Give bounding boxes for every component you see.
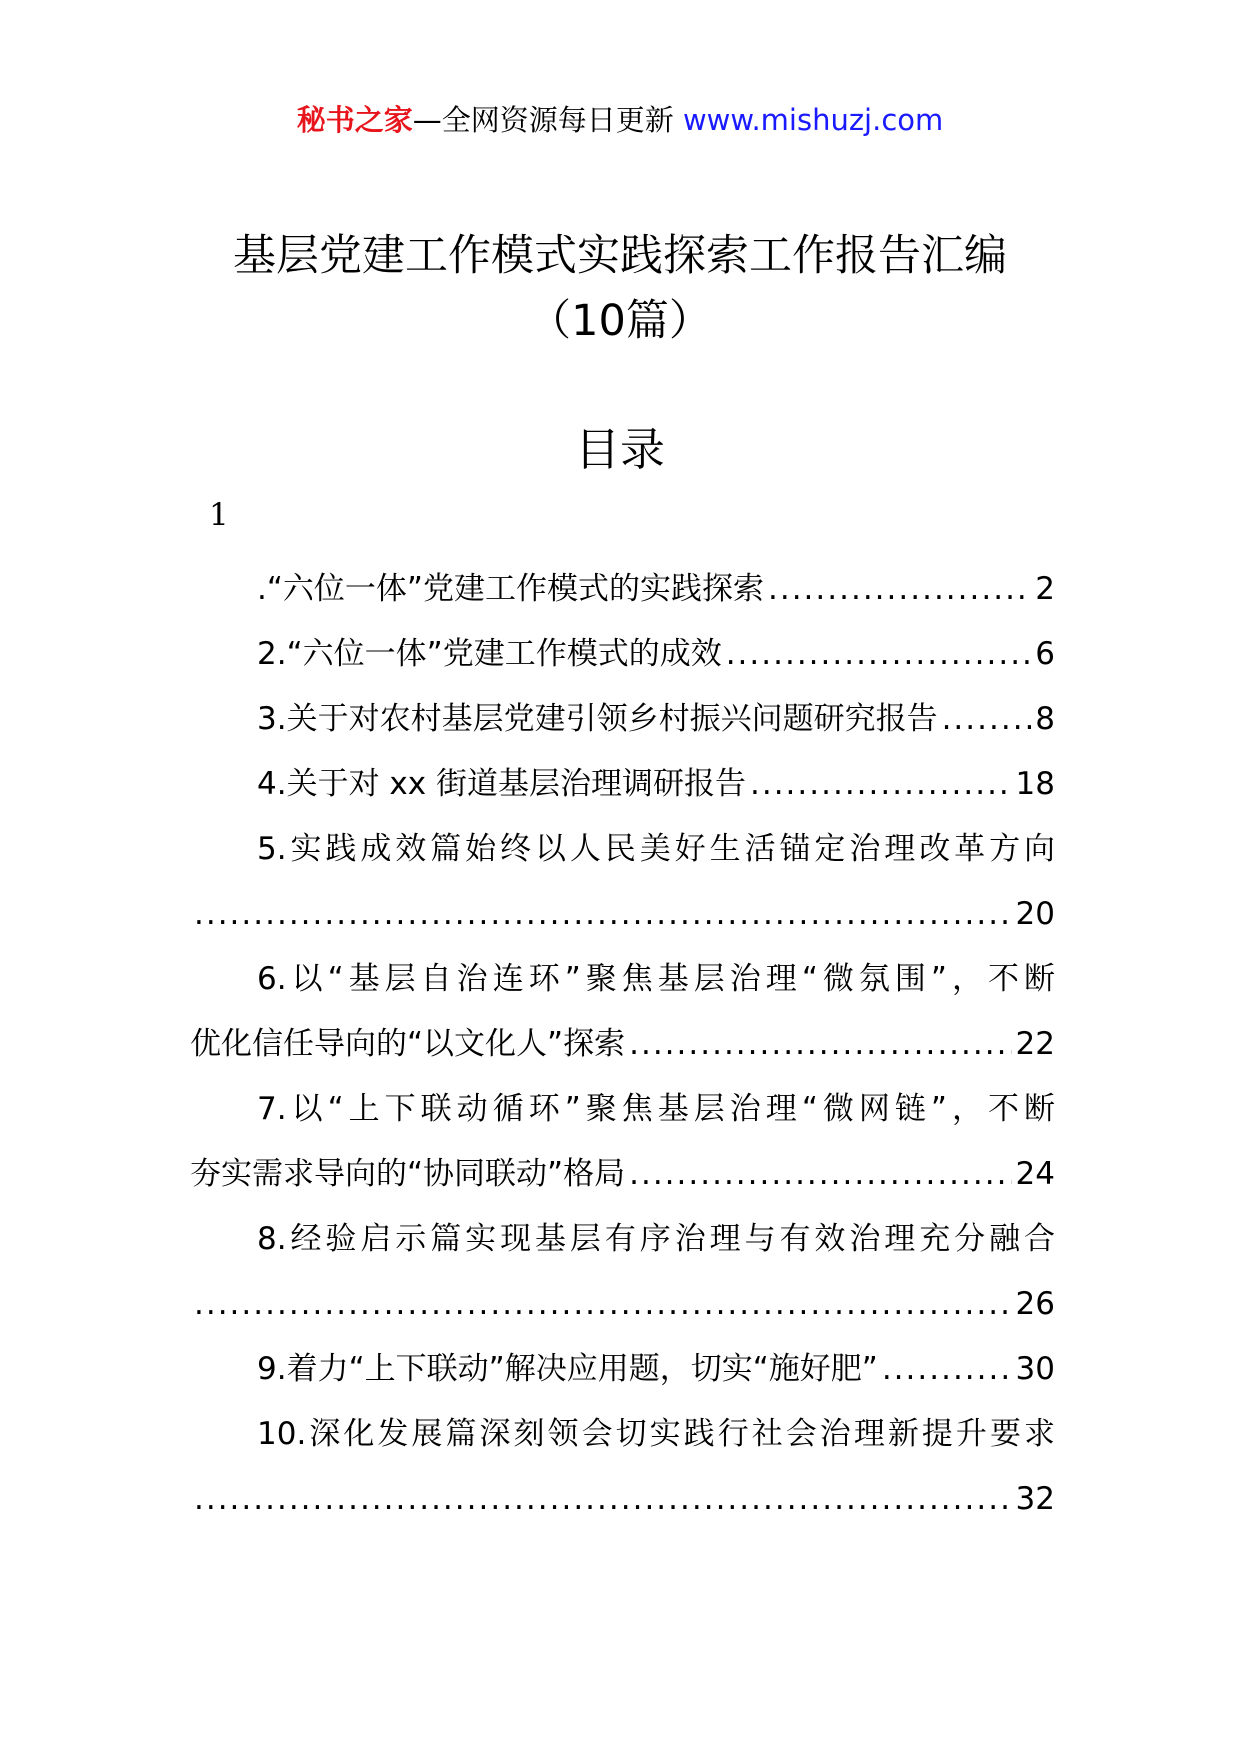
toc-entry-title: 5.实践成效篇始终以人民美好生活锚定治理改革方向	[257, 831, 1055, 867]
toc-heading: 目录	[574, 423, 665, 476]
banner-brand: 秘书之家	[296, 103, 413, 137]
toc-entry[interactable]	[190, 1402, 1055, 1467]
toc-entry-continuation[interactable]	[190, 1467, 1055, 1532]
site-banner	[0, 100, 1240, 140]
dot-leader	[750, 752, 1012, 817]
dot-leader	[629, 1142, 1011, 1207]
dot-leader	[882, 1337, 1012, 1402]
toc-entry[interactable]	[190, 687, 1055, 752]
toc-entry-continuation[interactable]	[190, 1142, 1055, 1207]
document-subtitle: （10篇）	[528, 296, 712, 346]
toc-entry-page: 26	[1015, 1286, 1055, 1322]
toc-entry-title-continued: 夯实需求导向的“协同联动”格局	[190, 1156, 626, 1192]
toc-entry-title: 2.“六位一体”党建工作模式的成效	[257, 636, 722, 672]
toc-entry-title: 3.关于对农村基层党建引领乡村振兴问题研究报告	[257, 701, 938, 737]
toc-entry-title: 6.以“基层自治连环”聚焦基层治理“微氛围”，不断	[257, 961, 1055, 997]
banner-url[interactable]: www.mishuzj.com	[682, 103, 944, 137]
toc-entry-title: 8.经验启示篇实现基层有序治理与有效治理充分融合	[257, 1221, 1055, 1257]
toc-entry-page: 32	[1015, 1481, 1055, 1517]
document-title: 基层党建工作模式实践探索工作报告汇编	[233, 231, 1007, 281]
toc-entry[interactable]	[190, 1077, 1055, 1142]
toc-entry-continuation[interactable]	[190, 1012, 1055, 1077]
table-of-contents	[190, 557, 1055, 1532]
dot-leader	[194, 1467, 1012, 1532]
toc-entry-continuation[interactable]	[190, 882, 1055, 947]
dot-leader	[194, 1272, 1012, 1337]
toc-entry-title: .“六位一体”党建工作模式的实践探索	[257, 571, 764, 607]
dot-leader	[629, 1012, 1011, 1077]
toc-entry[interactable]	[190, 557, 1055, 622]
toc-entry[interactable]	[190, 947, 1055, 1012]
toc-entry-title-continued: 优化信任导向的“以文化人”探索	[190, 1026, 626, 1062]
toc-entry-page: 18	[1015, 766, 1055, 802]
toc-entry-title: 4.关于对 xx 街道基层治理调研报告	[257, 766, 746, 802]
dot-leader	[942, 687, 1032, 752]
toc-entry-title: 7.以“上下联动循环”聚焦基层治理“微网链”，不断	[257, 1091, 1055, 1127]
banner-tagline: —全网资源每日更新	[412, 103, 674, 137]
toc-entry[interactable]	[190, 817, 1055, 882]
toc-entry[interactable]	[190, 752, 1055, 817]
toc-entry-page: 2	[1035, 571, 1055, 607]
dot-leader	[768, 557, 1031, 622]
toc-entry-page: 30	[1015, 1351, 1055, 1387]
dot-leader	[726, 622, 1032, 687]
toc-entry-page: 6	[1035, 636, 1055, 672]
toc-entry[interactable]	[190, 1207, 1055, 1272]
toc-entry-page: 20	[1015, 896, 1055, 932]
toc-entry-page: 8	[1035, 701, 1055, 737]
toc-entry[interactable]	[190, 622, 1055, 687]
toc-entry-page: 22	[1015, 1026, 1055, 1062]
toc-entry-page: 24	[1015, 1156, 1055, 1192]
toc-entry-continuation[interactable]	[190, 1272, 1055, 1337]
toc-entry[interactable]	[190, 1337, 1055, 1402]
toc-entry-title: 10.深化发展篇深刻领会切实践行社会治理新提升要求	[257, 1416, 1055, 1452]
toc-stray-number: 1	[209, 497, 229, 533]
toc-entry-title: 9.着力“上下联动”解决应用题，切实“施好肥”	[257, 1351, 878, 1387]
dot-leader	[194, 882, 1012, 947]
